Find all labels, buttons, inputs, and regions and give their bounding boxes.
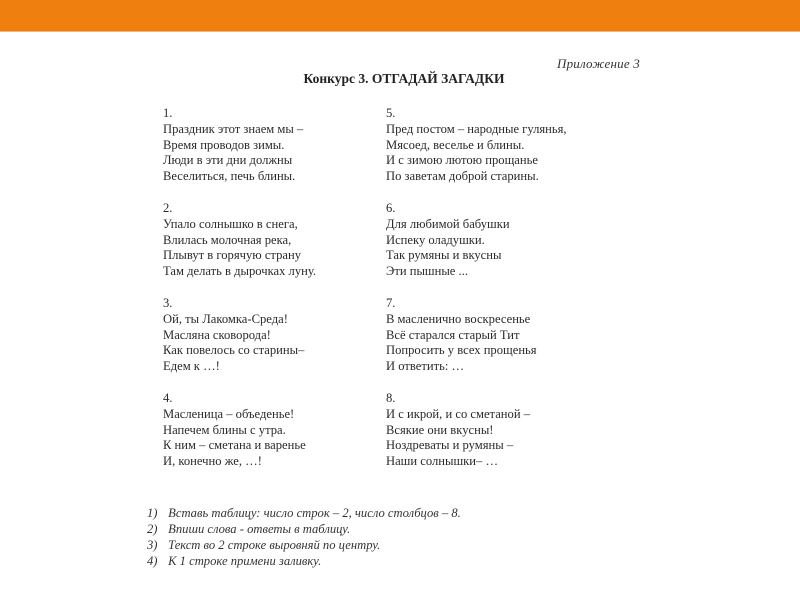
riddle-1 <box>163 106 378 201</box>
riddle-line: Люди в эти дни должны <box>163 153 293 168</box>
riddle-line: Масленица – объеденье! <box>163 406 295 421</box>
riddle-line: Для любимой бабушки <box>386 216 510 231</box>
riddle-line: Эти пышные ... <box>386 264 468 279</box>
riddle-5 <box>386 106 616 201</box>
riddle-line: Испеку оладушки. <box>386 232 485 247</box>
riddle-6 <box>386 201 616 296</box>
riddle-line: Масляна сковорода! <box>163 327 271 342</box>
riddle-line: И ответить: … <box>386 359 465 374</box>
riddle-number: 5. <box>386 106 396 120</box>
riddle-line: Напечем блины с утра. <box>163 422 286 437</box>
task-number: 1) <box>147 506 158 520</box>
riddle-line: Ой, ты Лакомка-Среда! <box>163 311 288 326</box>
task-text: Вставь таблицу: число строк – 2, число столбцов – 8. <box>168 506 461 520</box>
riddle-line: И, конечно же, …! <box>163 454 262 469</box>
task-item <box>147 553 461 569</box>
riddle-number: 4. <box>163 391 173 405</box>
task-number: 4) <box>147 554 158 568</box>
riddle-line: Упало солнышко в снега, <box>163 216 298 231</box>
riddle-line: Всякие они вкусны! <box>386 422 494 437</box>
riddle-line: Там делать в дырочках луну. <box>163 264 317 279</box>
riddle-line: Едем к …! <box>163 359 220 374</box>
riddle-line: Мясоед, веселье и блины. <box>386 137 525 152</box>
task-text: Текст во 2 строке выровняй по центру. <box>168 538 381 552</box>
riddle-line: Влилась молочная река, <box>163 232 292 247</box>
riddles-column-left <box>163 106 378 486</box>
header-accent-bar <box>0 0 800 32</box>
riddle-line: И с икрой, и со сметаной – <box>386 406 531 421</box>
riddle-number: 1. <box>163 106 173 120</box>
riddle-number: 2. <box>163 201 173 215</box>
riddle-line: Всё старался старый Тит <box>386 327 520 342</box>
task-text: Впиши слова - ответы в таблицу. <box>168 522 351 536</box>
riddle-4 <box>163 391 378 486</box>
task-list <box>147 505 461 569</box>
riddle-number: 7. <box>386 296 396 310</box>
task-text: К 1 строке примени заливку. <box>168 554 322 568</box>
riddles-column-right <box>386 106 616 486</box>
riddle-3 <box>163 296 378 391</box>
riddle-line: Плывут в горячую страну <box>163 248 301 263</box>
riddle-line: Ноздреваты и румяны – <box>386 438 514 453</box>
riddle-line: Как повелось со старины– <box>163 343 305 358</box>
riddle-line: В масленично воскресенье <box>386 311 531 326</box>
riddle-2 <box>163 201 378 296</box>
riddle-8 <box>386 391 616 486</box>
task-item <box>147 537 461 553</box>
task-item <box>147 505 461 521</box>
riddle-line: К ним – сметана и варенье <box>163 438 306 453</box>
task-number: 3) <box>147 538 158 552</box>
riddle-7 <box>386 296 616 391</box>
riddle-number: 8. <box>386 391 396 405</box>
riddle-line: Так румяны и вкусны <box>386 248 502 263</box>
task-number: 2) <box>147 522 158 536</box>
riddle-line: Праздник этот знаем мы – <box>163 121 304 136</box>
page-title: Конкурс 3. ОТГАДАЙ ЗАГАДКИ <box>303 71 505 86</box>
appendix-label: Приложение 3 <box>557 56 640 71</box>
task-item <box>147 521 461 537</box>
riddle-line: По заветам доброй старины. <box>386 169 539 184</box>
riddle-line: Веселиться, печь блины. <box>163 169 296 184</box>
riddle-line: И с зимою лютою прощанье <box>386 153 538 168</box>
riddle-line: Пред постом – народные гулянья, <box>386 121 567 136</box>
riddle-line: Наши солнышки– … <box>386 454 499 469</box>
riddle-number: 6. <box>386 201 396 215</box>
riddle-number: 3. <box>163 296 173 310</box>
riddle-line: Попросить у всех прощенья <box>386 343 537 358</box>
riddle-line: Время проводов зимы. <box>163 137 285 152</box>
